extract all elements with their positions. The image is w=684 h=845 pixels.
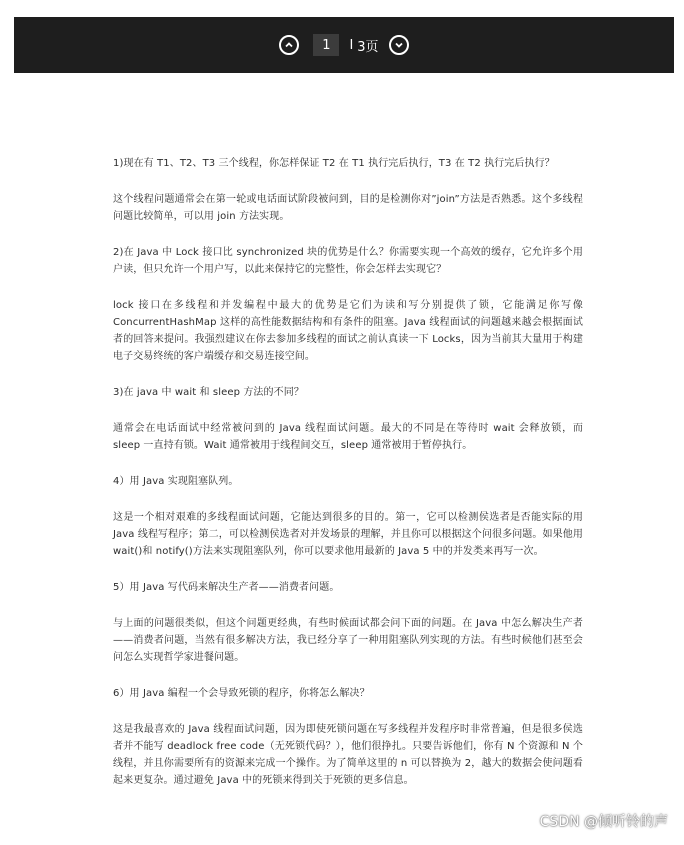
paragraph: 这是一个相对艰难的多线程面试问题，它能达到很多的目的。第一，它可以检测侯选者是否能实际的用 Java 线程写程序；第二，可以检测侯选者对并发场景的理解，并且你可以根据这个问很多问题。如果他用 wait()和 notify()方法来实现阻塞队列，你可以要求他用最新的 Java 5 中的并发类来再写一次。 — [113, 512, 583, 557]
next-page-button[interactable] — [389, 35, 409, 55]
paragraph: 与上面的问题很类似，但这个问题更经典，有些时候面试都会问下面的问题。在 Java 中怎么解决生产者——消费者问题，当然有很多解决方法，我已经分享了一种用阻塞队列实现的方法。有些时候他们甚至会问怎么实现哲学家进餐问题。 — [113, 618, 583, 663]
paragraph: 5）用 Java 写代码来解决生产者——消费者问题。 — [113, 582, 340, 593]
paragraph: 4）用 Java 实现阻塞队列。 — [113, 476, 239, 487]
paragraph: 这个线程问题通常会在第一轮或电话面试阶段被问到，目的是检测你对”join”方法是否熟悉。这个多线程问题比较简单，可以用 join 方法实现。 — [113, 194, 583, 222]
paragraph: 这是我最喜欢的 Java 线程面试问题，因为即使死锁问题在写多线程并发程序时非常普遍，但是很多侯选者并不能写 deadlock free code（无死锁代码？），他们很挣扎。只要告诉他们，你有 N 个资源和 N 个线程，并且你需要所有的资源来完成一个操作。为了简单这里的 n 可以替换为 2，越大的数据会使问题看起来更复杂。通过避免 Java 中的死锁来得到关于死锁的更多信息。 — [113, 724, 583, 786]
page-toolbar — [14, 17, 674, 73]
watermark: CSDN @倾听铃的声 — [539, 814, 668, 830]
paragraph: 通常会在电话面试中经常被问到的 Java 线程面试问题。最大的不同是在等待时 wait 会释放锁，而 sleep 一直持有锁。Wait 通常被用于线程间交互，sleep 通常被用于暂停执行。 — [113, 423, 583, 451]
chevron-down-icon — [394, 40, 404, 50]
document-page-content — [113, 155, 583, 808]
paragraph: 2)在 Java 中 Lock 接口比 synchronized 块的优势是什么？你需要实现一个高效的缓存，它允许多个用户读，但只允许一个用户写，以此来保持它的完整性，你会怎样去实现它？ — [113, 247, 583, 275]
chevron-up-icon — [284, 40, 294, 50]
paragraph: 6）用 Java 编程一个会导致死锁的程序，你将怎么解决？ — [113, 688, 370, 699]
total-pages-label: 3页 — [357, 39, 379, 55]
previous-page-button[interactable] — [279, 35, 299, 55]
current-page-input[interactable]: 1 — [313, 34, 339, 56]
paragraph: 1)现在有 T1、T2、T3 三个线程，你怎样保证 T2 在 T1 执行完后执行，T3 在 T2 执行完后执行？ — [113, 158, 555, 169]
paragraph: 3)在 java 中 wait 和 sleep 方法的不同？ — [113, 387, 304, 398]
paragraph: lock 接口在多线程和并发编程中最大的优势是它们为读和写分别提供了锁，它能满足你写像 ConcurrentHashMap 这样的高性能数据结构和有条件的阻塞。Java 线程面试的问题越来越会根据面试者的回答来提问。我强烈建议在你去参加多线程的面试之前认真读一下 Locks，因为当前其大量用于构建电子交易终统的客户端缓存和交易连接空间。 — [113, 300, 583, 362]
page-separator: I — [349, 37, 354, 53]
